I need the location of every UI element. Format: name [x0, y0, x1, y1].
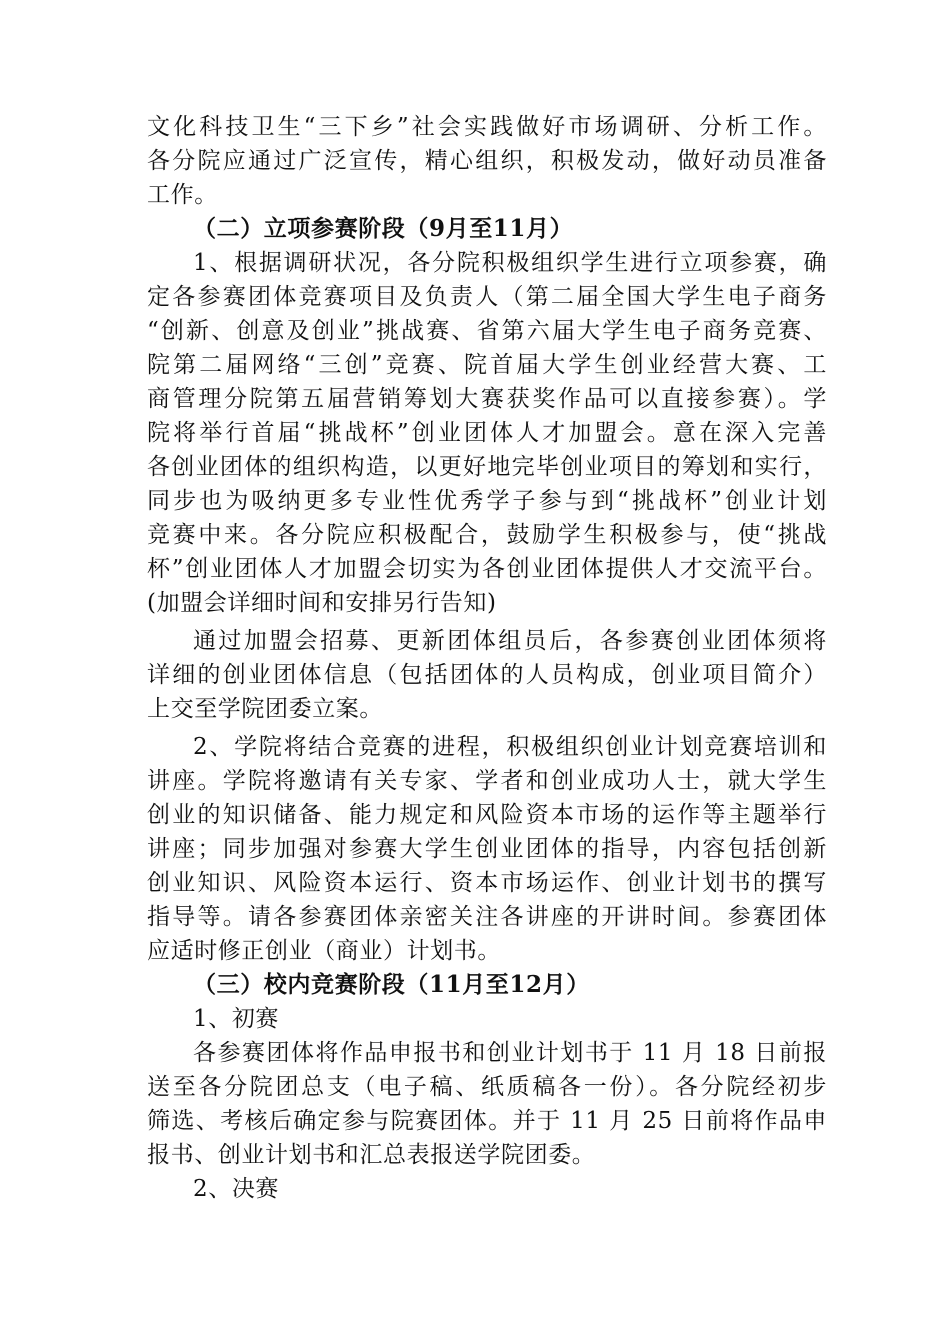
paragraph-preliminary	[147, 1036, 827, 1172]
text-line: 通过加盟会招募、更新团体组员后，各参赛创业团体须将	[193, 628, 827, 654]
text-line: 创业知识、风险资本运行、资本市场运作、创业计划书的撰写	[147, 870, 827, 896]
text-line: 各创业团体的组织构造，以更好地完毕创业项目的筹划和实行，	[147, 454, 827, 480]
text-line: 上交至学院团委立案。	[147, 696, 383, 722]
section-heading-stage-three: （三）校内竞赛阶段（11月至12月）	[193, 971, 590, 998]
text-line: 院将举行首届“挑战杯”创业团体人才加盟会。意在深入完善	[147, 420, 827, 446]
paragraph-training	[147, 730, 827, 968]
section-heading-stage-two: （二）立项参赛阶段（9月至11月）	[193, 215, 574, 242]
text-line: “创新、创意及创业”挑战赛、省第六届大学生电子商务竞赛、	[147, 318, 827, 344]
text-line: 各参赛团体将作品申报书和创业计划书于 11 月 18 日前报	[193, 1040, 827, 1066]
paragraph-preparation	[147, 110, 827, 212]
text-line: 送至各分院团总支（电子稿、纸质稿各一份）。各分院经初步	[147, 1074, 827, 1100]
paragraph-team-info	[147, 624, 827, 726]
text-line: 指导等。请各参赛团体亲密关注各讲座的开讲时间。参赛团体	[147, 904, 827, 930]
text-line: 详细的创业团体信息（包括团体的人员构成，创业项目简介）	[147, 662, 827, 688]
paragraph-registration	[147, 246, 827, 620]
text-line: 定各参赛团体竞赛项目及负责人（第二届全国大学生电子商务	[147, 284, 827, 310]
text-line: 杯”创业团体人才加盟会切实为各创业团体提供人才交流平台。	[147, 556, 827, 582]
text-line: 报书、创业计划书和汇总表报送学院团委。	[147, 1142, 596, 1168]
text-line: 同步也为吸纳更多专业性优秀学子参与到“挑战杯”创业计划	[147, 488, 827, 514]
text-line: 院第二届网络“三创”竞赛、院首届大学生创业经营大赛、工	[147, 352, 827, 378]
text-line: 筛选、考核后确定参与院赛团体。并于 11 月 25 日前将作品申	[147, 1108, 827, 1134]
subheading-preliminary: 1、初赛	[193, 1006, 280, 1032]
text-line: 商管理分院第五届营销筹划大赛获奖作品可以直接参赛）。学	[147, 386, 827, 412]
text-line: (加盟会详细时间和安排另行告知)	[147, 590, 497, 616]
text-line: 2、学院将结合竞赛的进程，积极组织创业计划竞赛培训和	[193, 734, 827, 760]
document-page	[147, 110, 827, 1206]
text-line: 应适时修正创业（商业）计划书。	[147, 938, 501, 964]
text-line: 讲座。学院将邀请有关专家、学者和创业成功人士，就大学生	[147, 768, 827, 794]
text-line: 讲座；同步加强对参赛大学生创业团体的指导，内容包括创新	[147, 836, 827, 862]
text-line: 1、根据调研状况，各分院积极组织学生进行立项参赛，确	[193, 250, 827, 276]
text-line: 各分院应通过广泛宣传，精心组织，积极发动，做好动员准备	[147, 148, 827, 174]
text-line: 工作。	[147, 182, 218, 208]
text-line: 创业的知识储备、能力规定和风险资本市场的运作等主题举行	[147, 802, 827, 828]
text-line: 文化科技卫生“三下乡”社会实践做好市场调研、分析工作。	[147, 114, 827, 140]
subheading-final: 2、决赛	[193, 1176, 280, 1202]
text-line: 竞赛中来。各分院应积极配合，鼓励学生积极参与，使“挑战	[147, 522, 827, 548]
